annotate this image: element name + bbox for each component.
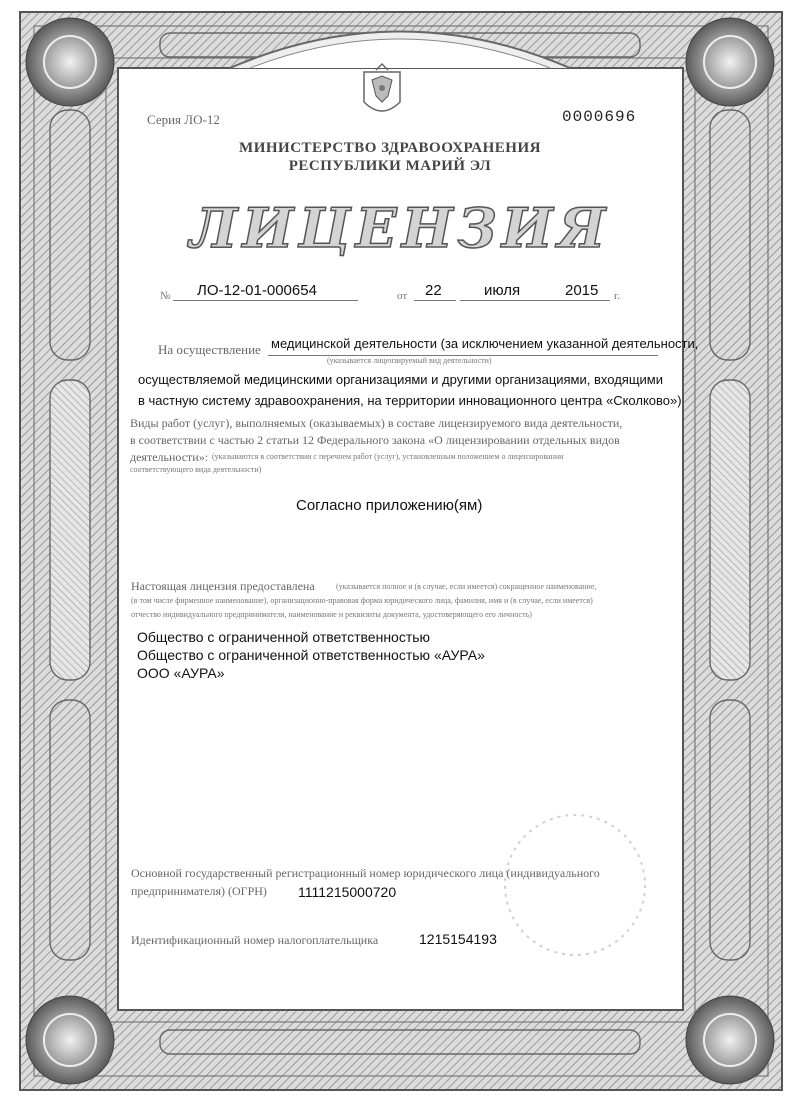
works-line-2: в соответствии с частью 2 статьи 12 Федерального закона «О лицензировании отдельных видов — [130, 433, 620, 447]
document-title: ЛИЦЕНЗИЯ — [189, 196, 611, 260]
activity-line-2: осуществляемой медицинскими организациями и другими организациями, входящими — [138, 372, 663, 387]
inn-label: Идентификационный номер налогоплательщика — [131, 933, 379, 947]
coat-of-arms-emblem — [360, 62, 404, 124]
holder-name-3: ООО «АУРА» — [137, 665, 225, 681]
works-line-1: Виды работ (услуг), выполняемых (оказываемых) в составе лицензируемого вида деятельности, — [130, 416, 623, 430]
license-number: ЛО-12-01-000654 — [197, 282, 317, 299]
holder-note-3: отчество индивидуального предпринимателя, наименование и реквизиты документа, удостоверяющего его личность) — [131, 610, 532, 619]
ogrn-line-2: предпринимателя) (ОГРН) — [131, 884, 267, 898]
activity-line-3: в частную систему здравоохранения, на территории инновационного центра «Сколково») — [138, 393, 682, 408]
holder-label: Настоящая лицензия предоставлена — [131, 579, 315, 593]
works-value: Согласно приложению(ям) — [296, 497, 483, 514]
works-note-2: соответствующего вида деятельности) — [130, 465, 262, 474]
blank-number: 0000696 — [562, 108, 637, 126]
holder-name-2: Общество с ограниченной ответственностью «АУРА» — [137, 647, 485, 663]
license-month: июля — [484, 282, 521, 299]
ogrn-value: 1111215000720 — [298, 884, 397, 900]
ministry-line-2: РЕСПУБЛИКИ МАРИЙ ЭЛ — [288, 158, 492, 174]
day-underline — [414, 300, 456, 301]
activity-label: На осуществление — [158, 342, 261, 357]
holder-name-1: Общество с ограниченной ответственностью — [137, 629, 431, 645]
ogrn-line-1: Основной государственный регистрационный номер юридического лица (индивидуального — [131, 866, 600, 880]
date-label: от — [397, 290, 408, 302]
works-line-3: деятельности»: — [130, 450, 209, 464]
ministry-line-1: МИНИСТЕРСТВО ЗДРАВООХРАНЕНИЯ — [239, 140, 541, 156]
inn-value: 1215154193 — [419, 931, 497, 947]
series-label: Серия ЛО-12 — [147, 112, 220, 127]
license-day: 22 — [425, 282, 442, 299]
works-note-1: (указываются в соответствии с перечнем работ (услуг), установленным положением о лицензировании — [212, 452, 564, 461]
activity-line-1: медицинской деятельности (за исключением указанной деятельности, — [271, 336, 699, 351]
holder-note-1: (указывается полное и (в случае, если имеется) сокращенное наименование, — [336, 582, 597, 591]
activity-caption: (указывается лицензируемый вид деятельности) — [327, 356, 492, 365]
year-suffix: г. — [614, 290, 621, 302]
holder-note-2: (в том числе фирменное наименование), организационно-правовая форма юридического лица, фамилия, имя и (в случае, если имеется) — [131, 596, 593, 605]
month-year-underline — [460, 300, 610, 301]
license-year: 2015 — [565, 282, 599, 299]
number-underline — [173, 300, 358, 301]
number-label: № — [160, 290, 171, 302]
